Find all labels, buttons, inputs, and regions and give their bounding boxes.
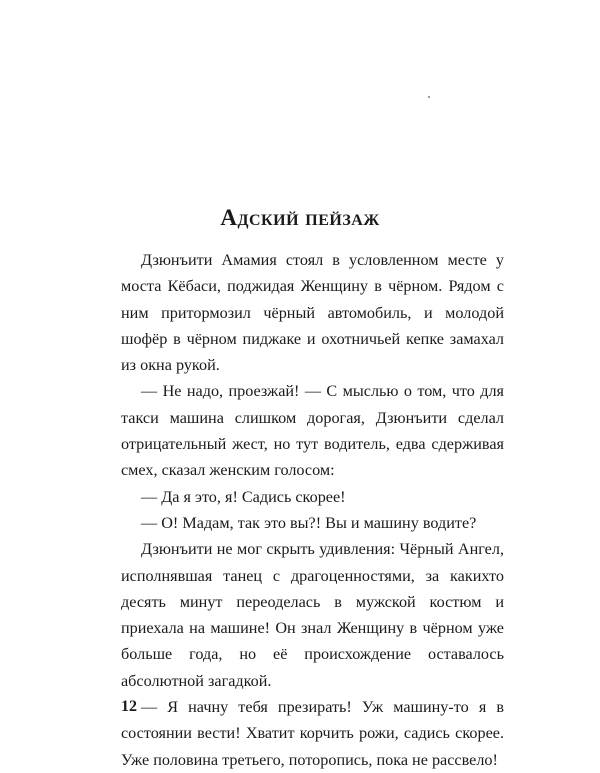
page-number: 12 <box>121 698 137 715</box>
paragraph: — О! Мадам, так это вы?! Вы и машину водите? <box>141 513 477 532</box>
paragraph: Дзюнъити Амамия стоял в условленном месте у моста Кёбаси, поджидая Женщину в чёрном. Рядом с ним притормозил чёрный автомобиль, и молодой шофёр в чёрном пиджаке и охотничьей кепке замахал из окна рукой. <box>121 251 504 375</box>
paragraph: — Не надо, проезжай! — С мыслью о том, что для такси машина слишком дорогая, Дзюнъити сделал отрицательный жест, но тут водитель, едва сдерживая смех, сказал женским голосом: <box>121 382 504 480</box>
scan-speck <box>428 96 430 98</box>
paragraph: — Да я это, я! Садись скорее! <box>141 487 346 506</box>
paragraph: Дзюнъити не мог скрыть удивления: Чёрный Ангел, исполнявшая танец с драгоценностями, за какихто десять минут переоделась в мужской костюм и приехала на машине! Он знал Женщину в чёрном уже больше года, но её происхождение оставалось абсолютной загадкой. <box>121 540 504 690</box>
chapter-title: Адский пейзаж <box>220 205 380 230</box>
body-text <box>121 247 504 773</box>
paragraph: — Я начну тебя презирать! Уж машину-то я в состоянии вести! Хватит корчить рожи, садись скорее. Уже половина третьего, поторопись, пока не рассвело! <box>121 698 504 769</box>
